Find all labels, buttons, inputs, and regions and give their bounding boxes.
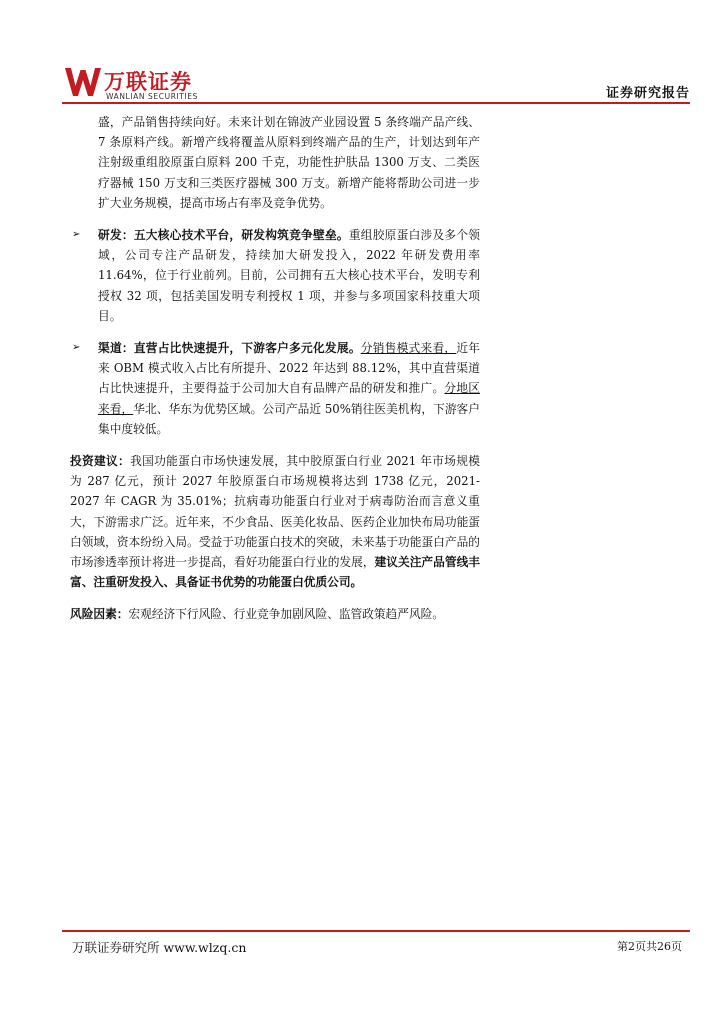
region-underlined: 分地区来看， [98,381,480,416]
investment-label: 投资建议： [70,454,131,469]
bullet-channel-text-1: 近年来 OBM 模式收入占比有所提升、2022 年达到 88.12%，其中直营渠道占比快速提升，主要得益于公司加大自有品牌产品的研发和推广。 [98,341,480,396]
report-type-label: 证券研究报告 [605,86,690,101]
continued-paragraph: 盛，产品销售持续向好。未来计划在锦波产业园设置 5 条终端产品产线、7 条原料产线。新增产线将覆盖从原料到终端产品的生产，计划达到年产注射级重组胶原蛋白原料 200 千克，功能性护肤品 1300 万支、二类医疗器械 150 万支和三类医疗器械 300 万支。新增产能将帮助公司进一步扩大业务规模，提高市场占有率及竞争优势。 [98,115,480,210]
logo-english-name: WANLIAN SECURITIES [106,92,199,101]
risk-factors [70,604,480,624]
bullet-channel [70,338,480,439]
wanlian-logo-icon [64,66,102,98]
header-divider [62,102,690,104]
logo-chinese-name: 万联证券 [104,70,192,94]
investment-text: 我国功能蛋白市场快速发展，其中胶原蛋白行业 2021 年市场规模为 287 亿元，预计 2027 年胶原蛋白市场规模将达到 1738 亿元，2021-2027 年 CAGR 为 35.01%；抗病毒功能蛋白行业对于病毒防治而言意义重大，下游需求广泛。近年来，不少食品、医美化妆品、医药企业加快布局功能蛋白领域，资本纷纷入局。受益于功能蛋白技术的突破，未来基于功能蛋白产品的市场渗透率预计将进一步提高，看好功能蛋白行业的发展， [70,454,480,570]
bullet-arrow-icon: ➢ [72,342,81,354]
footer-institute: 万联证券研究所 www.wlzq.cn [72,940,247,955]
bullet-rd [70,225,480,326]
sales-mode-underlined: 分销售模式来看， [360,341,457,356]
page-number: 第2页共26页 [617,940,682,953]
company-logo [62,66,262,100]
bullet-arrow-icon: ➢ [72,229,81,241]
bullet-channel-lead: 渠道：直营占比快速提升，下游客户多元化发展。 [98,341,361,356]
report-body [70,112,480,625]
risk-text: 宏观经济下行风险、行业竞争加剧风险、监管政策趋严风险。 [128,607,445,622]
bullet-rd-text: 重组胶原蛋白涉及多个领域，公司专注产品研发，持续加大研发投入，2022 年研发费用率 11.64%，位于行业前列。目前，公司拥有五大核心技术平台，发明专利授权 32 项，包括美国发明专利授权 1 项，并参与多项国家科技重大项目。 [98,228,480,323]
investment-advice [70,451,480,592]
risk-label: 风险因素： [70,607,129,622]
page-header [62,62,690,102]
bullet-rd-lead: 研发：五大核心技术平台，研发构筑竞争壁垒。 [98,228,349,243]
bullet-channel-text-2: 华北、华东为优势区域。公司产品近 50%销往医美机构，下游客户集中度较低。 [98,401,480,436]
investment-conclusion: 建议关注产品管线丰富、注重研发投入、具备证书优势的功能蛋白优质公司。 [70,555,480,590]
footer-divider [62,930,690,932]
